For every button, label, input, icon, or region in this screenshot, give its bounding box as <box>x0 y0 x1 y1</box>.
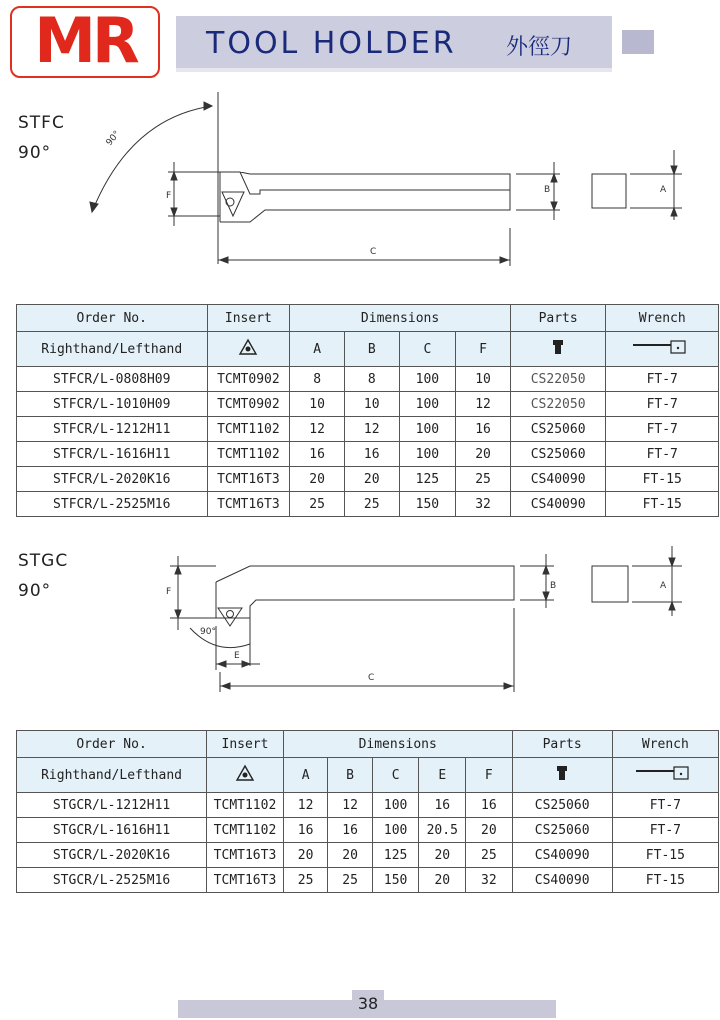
dim-e-label: E <box>234 651 240 661</box>
dim-col-f: F <box>456 332 511 367</box>
col-hand: Righthand/Lefthand <box>17 332 208 367</box>
col-order-no: Order No. <box>17 305 208 332</box>
col-dimensions: Dimensions <box>283 731 512 758</box>
table-row: STFCR/L-1010H09 TCMT0902 10 10 100 12 CS22050 FT-7 <box>17 392 719 417</box>
angle-label: 90° <box>104 129 123 148</box>
page-header <box>0 0 720 85</box>
col-dimensions: Dimensions <box>290 305 511 332</box>
table-row: STGCR/L-2525M16 TCMT16T3 25 25 150 20 32 CS40090 FT-15 <box>17 868 719 893</box>
dim-a-label: A <box>660 581 667 591</box>
screw-icon <box>510 332 606 367</box>
dim-b-label: B <box>550 581 557 591</box>
dim-a-label: A <box>660 185 667 195</box>
title-shadow <box>176 68 612 72</box>
table-row: STFCR/L-2020K16 TCMT16T3 20 20 125 25 CS40090 FT-15 <box>17 467 719 492</box>
table-row: STGCR/L-1212H11 TCMT1102 12 12 100 16 16 CS25060 FT-7 <box>17 793 719 818</box>
col-wrench: Wrench <box>606 305 719 332</box>
section1-angle: 90° <box>18 143 52 163</box>
stfc-technical-drawing <box>70 88 720 278</box>
dim-col-a: A <box>290 332 345 367</box>
dim-col-c: C <box>372 758 419 793</box>
col-insert: Insert <box>207 305 290 332</box>
dim-col-a: A <box>283 758 327 793</box>
col-order-no: Order No. <box>17 731 207 758</box>
table-row: STGCR/L-2020K16 TCMT16T3 20 20 125 20 25 CS40090 FT-15 <box>17 843 719 868</box>
wrench-icon <box>612 758 718 793</box>
col-parts: Parts <box>512 731 612 758</box>
screw-icon <box>512 758 612 793</box>
table-row: STFCR/L-2525M16 TCMT16T3 25 25 150 32 CS40090 FT-15 <box>17 492 719 517</box>
dim-col-b: B <box>328 758 372 793</box>
dim-f-label: F <box>166 587 172 597</box>
table-row: STFCR/L-1616H11 TCMT1102 16 16 100 20 CS25060 FT-7 <box>17 442 719 467</box>
dim-f-label: F <box>166 191 172 201</box>
dim-col-b: B <box>344 332 399 367</box>
table-row: STFCR/L-0808H09 TCMT0902 8 8 100 10 CS22050 FT-7 <box>17 367 719 392</box>
stfc-spec-table <box>16 304 719 517</box>
title-bar <box>176 16 612 68</box>
angle-label: 90° <box>200 627 216 637</box>
dim-col-f: F <box>466 758 512 793</box>
table-row: STFCR/L-1212H11 TCMT1102 12 12 100 16 CS25060 FT-7 <box>17 417 719 442</box>
insert-icon <box>207 332 290 367</box>
dim-col-c: C <box>399 332 456 367</box>
section1-code: STFC <box>18 113 65 133</box>
dim-c-label: C <box>370 247 377 257</box>
section1-label <box>18 108 65 168</box>
section2-code: STGC <box>18 551 69 571</box>
col-hand: Righthand/Lefthand <box>17 758 207 793</box>
col-insert: Insert <box>207 731 284 758</box>
wrench-icon <box>606 332 719 367</box>
col-wrench: Wrench <box>612 731 718 758</box>
section2-angle: 90° <box>18 581 52 601</box>
dim-b-label: B <box>544 185 551 195</box>
page-title: TOOL HOLDER <box>206 26 457 61</box>
dim-col-e: E <box>419 758 466 793</box>
stgc-spec-table <box>16 730 719 893</box>
title-decoration <box>622 30 654 54</box>
dim-c-label: C <box>368 673 375 683</box>
col-parts: Parts <box>510 305 606 332</box>
logo-text: MR <box>34 4 136 77</box>
table-row: STGCR/L-1616H11 TCMT1102 16 16 100 20.5 20 CS25060 FT-7 <box>17 818 719 843</box>
mr-logo <box>10 6 160 78</box>
page-number: 38 <box>352 990 384 1018</box>
stgc-technical-drawing <box>150 546 720 696</box>
insert-icon <box>207 758 284 793</box>
page-title-chinese: 外徑刀 <box>506 35 573 60</box>
section2-label <box>18 546 68 606</box>
